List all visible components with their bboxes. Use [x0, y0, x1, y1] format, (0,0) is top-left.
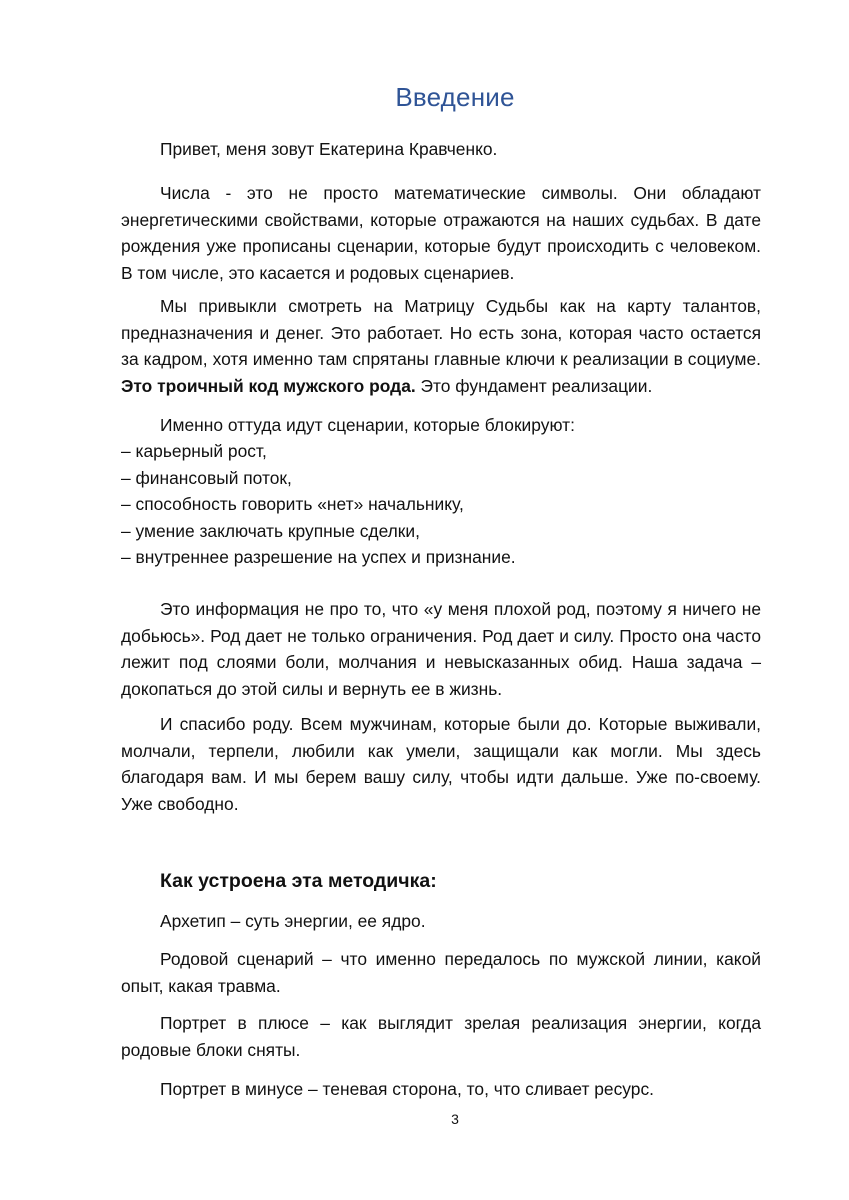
list-item: – способность говорить «нет» начальнику,	[121, 494, 464, 514]
document-page	[121, 0, 789, 1200]
greeting-paragraph: Привет, меня зовут Екатерина Кравченко.	[160, 139, 498, 159]
matrix-text-start: Мы привыкли смотреть на Матрицу Судьбы как на карту талантов, предназначения и денег. Это работает. Но есть зона, которая часто остается за кадром, хотя именно там спрятаны главные ключи к реализации в социуме.	[121, 296, 761, 369]
section-item-minus: Портрет в минусе – теневая сторона, то, что сливает ресурс.	[160, 1079, 654, 1099]
page-number: 3	[451, 1111, 459, 1127]
list-item: – умение заключать крупные сделки,	[121, 520, 420, 541]
section-heading: Как устроена эта методичка:	[160, 870, 437, 892]
matrix-paragraph	[121, 293, 761, 399]
section-item-scenario: Родовой сценарий – что именно передалось по мужской линии, какой опыт, какая травма.	[121, 949, 761, 996]
section-item-plus: Портрет в плюсе – как выглядит зрелая реализация энергии, когда родовые блоки сняты.	[121, 1013, 761, 1060]
info-paragraph: Это информация не про то, что «у меня плохой род, поэтому я ничего не добьюсь». Род дает не только ограничения. Род дает и силу. Просто она часто лежит под слоями боли, молчания и невысказанных обид. Наша задача – докопаться до этой силы и вернуть ее в жизнь.	[121, 599, 761, 699]
matrix-text-end: Это фундамент реализации.	[415, 375, 653, 396]
list-intro: Именно оттуда идут сценарии, которые блокируют:	[160, 415, 575, 435]
numbers-paragraph: Числа - это не просто математические символы. Они обладают энергетическими свойствами, которые отражаются на наших судьбах. В дате рождения уже прописаны сценарии, которые будут происходить с человеком. В том числе, это касается и родовых сценариев.	[121, 183, 761, 283]
page-title: Введение	[395, 82, 515, 112]
list-item: – финансовый поток,	[121, 467, 292, 488]
thanks-paragraph: И спасибо роду. Всем мужчинам, которые были до. Которые выживали, молчали, терпели, любили как умели, защищали как могли. Мы здесь благодаря вам. И мы берем вашу силу, чтобы идти дальше. Уже по-своему. Уже свободно.	[121, 714, 761, 814]
list-item: – внутреннее разрешение на успех и признание.	[121, 547, 516, 567]
blockers-list	[121, 438, 721, 571]
section-item-archetype: Архетип – суть энергии, ее ядро.	[160, 911, 426, 931]
matrix-bold-text: Это троичный код мужского рода.	[121, 375, 416, 396]
list-item: – карьерный рост,	[121, 441, 267, 461]
